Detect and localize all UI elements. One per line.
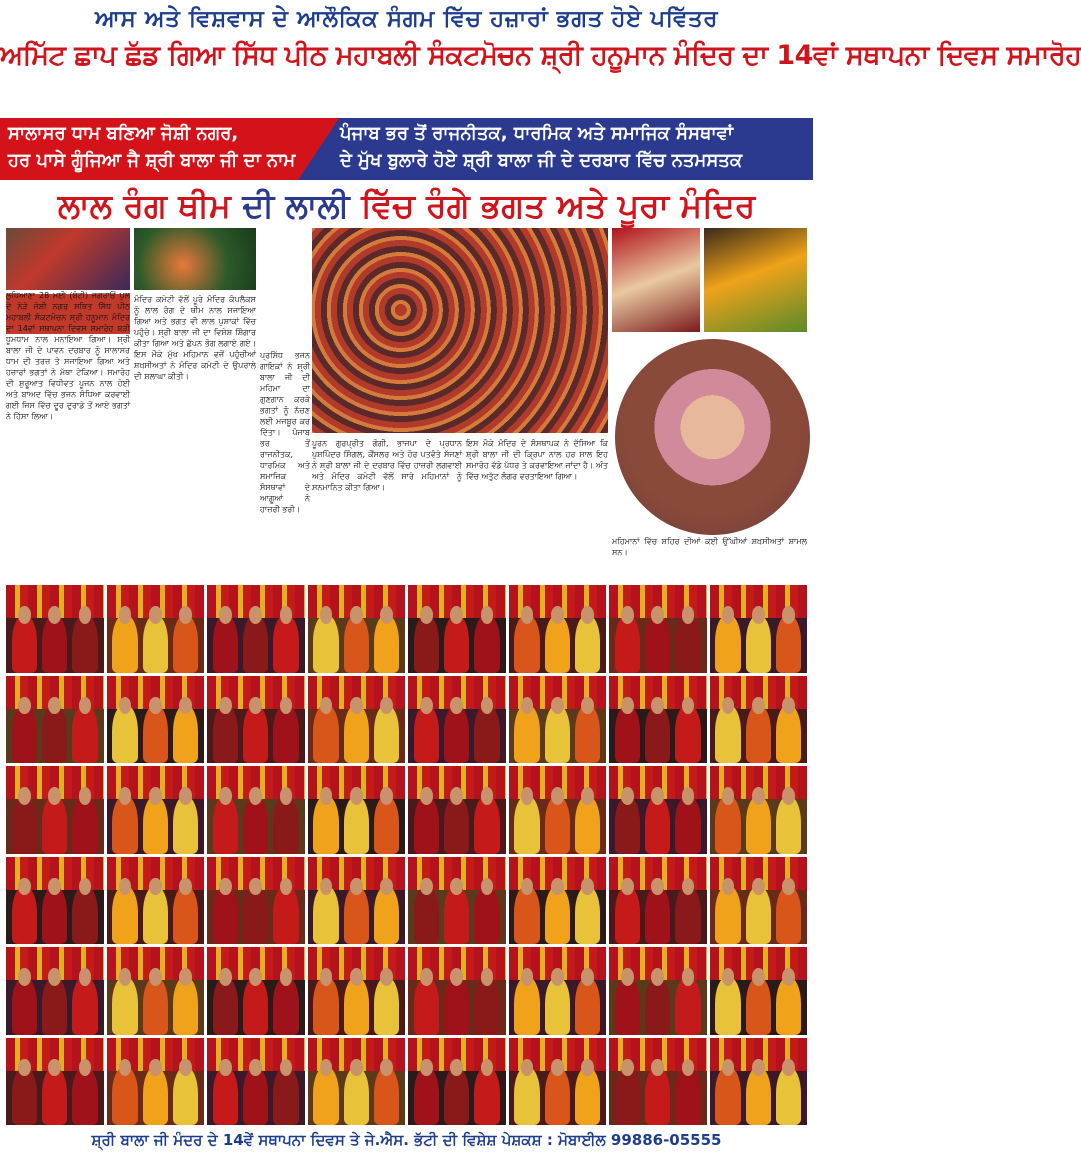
- event-photo: [107, 585, 205, 673]
- photo-crowd: [312, 228, 608, 433]
- event-photo-person-head: [249, 606, 262, 624]
- event-photo: [207, 676, 305, 764]
- event-photo-person-head: [651, 697, 664, 715]
- event-photo-person-head: [380, 1059, 393, 1077]
- event-photo: [408, 857, 506, 945]
- event-photo-person-head: [420, 968, 433, 986]
- event-photo: [207, 947, 305, 1035]
- article-column-6: ਮਹਿਮਾਨਾਂ ਵਿੱਚ ਸ਼ਹਿਰ ਦੀਆਂ ਕਈ ਉੱਘੀਆਂ ਸ਼ਖ਼ਸੀਅਤਾਂ ਸ਼ਾਮਲ ਸਨ।: [612, 537, 807, 557]
- event-photo-person-head: [551, 1059, 564, 1077]
- subhead-left-line2: ਹਰ ਪਾਸੇ ਗੂੰਜਿਆ ਜੈ ਸ਼੍ਰੀ ਬਾਲਾ ਜੀ ਦਾ ਨਾਮ: [8, 150, 296, 171]
- event-photo-person-head: [350, 787, 363, 805]
- event-photo-person-head: [119, 606, 132, 624]
- event-photo-person-head: [179, 968, 192, 986]
- event-photo: [710, 766, 808, 854]
- event-photo-person-head: [219, 787, 232, 805]
- event-photo-person-head: [450, 787, 463, 805]
- event-photo-person-head: [249, 787, 262, 805]
- event-photo: [609, 947, 707, 1035]
- event-photo: [207, 585, 305, 673]
- event-photo: [609, 857, 707, 945]
- event-photo-person-head: [219, 878, 232, 896]
- event-photo-person-head: [219, 1059, 232, 1077]
- event-photo-person-head: [249, 968, 262, 986]
- event-photo: [6, 947, 104, 1035]
- event-photo-person-head: [149, 697, 162, 715]
- event-photo-person-head: [179, 1059, 192, 1077]
- event-photo-person-head: [651, 878, 664, 896]
- event-photo-person-head: [48, 606, 61, 624]
- event-photo-person-head: [581, 1059, 594, 1077]
- event-photo: [509, 766, 607, 854]
- event-photo-person-head: [450, 1059, 463, 1077]
- event-photo: [509, 857, 607, 945]
- event-photo-person-head: [551, 606, 564, 624]
- event-photo-person-head: [179, 878, 192, 896]
- subhead-right-line2: ਦੇ ਮੁੱਖ ਬੁਲਾਰੇ ਹੋਏ ਸ਼੍ਰੀ ਬਾਲਾ ਜੀ ਦੇ ਦਰਬਾਰ ਵਿੱਚ ਨਤਮਸਤਕ: [340, 150, 743, 171]
- event-photo-person-head: [380, 787, 393, 805]
- event-photo: [509, 585, 607, 673]
- event-photo-person-head: [551, 878, 564, 896]
- event-photo-person-head: [219, 968, 232, 986]
- event-photo-person-head: [219, 697, 232, 715]
- event-photo-person-head: [219, 606, 232, 624]
- event-photo: [207, 766, 305, 854]
- event-photo-person-head: [752, 878, 765, 896]
- event-photo-person-head: [380, 878, 393, 896]
- event-photo: [710, 1038, 808, 1126]
- event-photo-person-head: [380, 606, 393, 624]
- event-photo: [308, 857, 406, 945]
- event-photo-person-head: [450, 606, 463, 624]
- event-photo-person-head: [581, 787, 594, 805]
- event-photo-person-head: [350, 606, 363, 624]
- event-photo-person-head: [79, 968, 92, 986]
- event-photo-person-head: [48, 878, 61, 896]
- event-photo: [710, 676, 808, 764]
- event-photo-person-head: [280, 968, 293, 986]
- event-photo-person-head: [682, 787, 695, 805]
- event-photo-person-head: [280, 787, 293, 805]
- event-photo-person-head: [581, 606, 594, 624]
- event-photo-person-head: [651, 606, 664, 624]
- event-photo-person-head: [782, 606, 795, 624]
- event-photo-person-head: [651, 787, 664, 805]
- event-photo: [308, 585, 406, 673]
- photo-singer-2: [704, 228, 807, 332]
- headline-line2: ਅਮਿੱਟ ਛਾਪ ਛੱਡ ਗਿਆ ਸਿੱਧ ਪੀਠ ਮਹਾਬਲੀ ਸੰਕਟਮੋਚਨ ਸ਼੍ਰੀ ਹਨੂਮਾਨ ਮੰਦਿਰ ਦਾ 14ਵਾਂ ਸਥਾਪਨਾ ਦਿਵਸ ਸਮਾਰੋਹ: [0, 40, 1081, 71]
- event-photo-person-head: [481, 787, 494, 805]
- event-photo: [6, 676, 104, 764]
- event-photo: [6, 585, 104, 673]
- event-photo: [107, 947, 205, 1035]
- banner-headline-part1: ਲਾਲ ਰੰਗ ਥੀਮ: [57, 186, 231, 225]
- event-photo: [710, 857, 808, 945]
- event-photo-person-head: [581, 968, 594, 986]
- event-photo-person-head: [18, 606, 31, 624]
- event-photo: [509, 676, 607, 764]
- photo-devotees-circle: [612, 336, 813, 538]
- event-photo-person-head: [350, 968, 363, 986]
- event-photo: [107, 766, 205, 854]
- event-photo-person-head: [521, 968, 534, 986]
- event-photo: [207, 1038, 305, 1126]
- event-photo: [6, 766, 104, 854]
- article-column-5: ਇਸ ਮੌਕੇ ਮੰਦਿਰ ਦੇ ਸੰਸਥਾਪਕ ਨੇ ਦੱਸਿਆ ਕਿ ਸ਼੍ਰੀ ਬਾਲਾ ਜੀ ਦੀ ਕ੍ਰਿਪਾ ਨਾਲ ਹਰ ਸਾਲ ਇਹ ਸਮਾਰੋਹ ਵੱਡੇ ਪੱਧਰ ਤੇ ਕਰਵਾਇਆ ਜਾਂਦਾ ਹੈ। ਅੰਤ ਵਿੱਚ ਅਤੁੱਟ ਲੰਗਰ ਵਰਤਾਇਆ ਗਿਆ।: [466, 439, 608, 481]
- event-photo-person-head: [651, 968, 664, 986]
- event-photo-person-head: [782, 787, 795, 805]
- event-photo-person-head: [621, 968, 634, 986]
- event-photo: [308, 1038, 406, 1126]
- event-photo-person-head: [350, 878, 363, 896]
- event-photo-person-head: [320, 787, 333, 805]
- event-photo-person-head: [48, 787, 61, 805]
- event-photo-person-head: [621, 606, 634, 624]
- photo-caption-space: [260, 228, 310, 348]
- event-photo-person-head: [149, 1059, 162, 1077]
- event-photo: [408, 1038, 506, 1126]
- event-photo-person-head: [722, 606, 735, 624]
- event-photo-person-head: [682, 968, 695, 986]
- headline-line1: ਆਸ ਅਤੇ ਵਿਸ਼ਵਾਸ ਦੇ ਆਲੌਕਿਕ ਸੰਗਮ ਵਿੱਚ ਹਜ਼ਾਰਾਂ ਭਗਤ ਹੋਏ ਪਵਿੱਤਰ: [94, 6, 718, 32]
- event-photo-person-head: [581, 878, 594, 896]
- event-photo-person-head: [249, 1059, 262, 1077]
- event-photo-person-head: [521, 606, 534, 624]
- event-photo-person-head: [722, 787, 735, 805]
- event-photo-person-head: [18, 697, 31, 715]
- event-photo: [609, 1038, 707, 1126]
- event-photo-person-head: [420, 878, 433, 896]
- event-photo-person-head: [149, 968, 162, 986]
- event-photo: [408, 676, 506, 764]
- event-photo: [207, 857, 305, 945]
- event-photo-person-head: [320, 968, 333, 986]
- event-photo-person-head: [18, 968, 31, 986]
- event-photo-person-head: [450, 968, 463, 986]
- event-photo-person-head: [350, 697, 363, 715]
- photo-collage-grid: [6, 585, 807, 1125]
- article-column-3: ਪ੍ਰਸਿੱਧ ਭਜਨ ਗਾਇਕਾਂ ਨੇ ਸ਼੍ਰੀ ਬਾਲਾ ਜੀ ਦੀ ਮਹਿਮਾ ਦਾ ਗੁਣਗਾਨ ਕਰਕੇ ਭਗਤਾਂ ਨੂੰ ਨੱਚਣ ਲਈ ਮਜਬੂਰ ਕਰ ਦਿੱਤਾ। ਪੰਜਾਬ ਭਰ ਤੋਂ ਰਾਜਨੀਤਕ, ਧਾਰਮਿਕ ਅਤੇ ਸਮਾਜਿਕ ਸੰਸਥਾਵਾਂ ਦੇ ਆਗੂਆਂ ਨੇ ਹਾਜ਼ਰੀ ਭਰੀ।: [260, 351, 310, 514]
- event-photo-person-head: [380, 697, 393, 715]
- event-photo-person-head: [149, 878, 162, 896]
- event-photo-person-head: [119, 787, 132, 805]
- event-photo: [609, 676, 707, 764]
- event-photo-person-head: [621, 878, 634, 896]
- event-photo-person-head: [782, 968, 795, 986]
- event-photo: [509, 1038, 607, 1126]
- event-photo-person-head: [48, 697, 61, 715]
- event-photo: [609, 585, 707, 673]
- event-photo-person-head: [481, 968, 494, 986]
- event-photo-person-head: [380, 968, 393, 986]
- event-photo-person-head: [420, 606, 433, 624]
- event-photo: [107, 857, 205, 945]
- banner-headline: [0, 186, 813, 226]
- event-photo-person-head: [450, 878, 463, 896]
- event-photo-person-head: [18, 878, 31, 896]
- event-photo-person-head: [420, 1059, 433, 1077]
- event-photo-person-head: [551, 968, 564, 986]
- event-photo-person-head: [149, 606, 162, 624]
- event-photo-person-head: [752, 606, 765, 624]
- event-photo-person-head: [48, 1059, 61, 1077]
- article-column-2: ਮੰਦਿਰ ਕਮੇਟੀ ਵੱਲੋਂ ਪੂਰੇ ਮੰਦਿਰ ਕੰਪਲੈਕਸ ਨੂੰ ਲਾਲ ਰੰਗ ਦੇ ਥੀਮ ਨਾਲ ਸਜਾਇਆ ਗਿਆ ਅਤੇ ਭਗਤ ਵੀ ਲਾਲ ਪੁਸ਼ਾਕਾਂ ਵਿੱਚ ਪਹੁੰਚੇ। ਸ਼੍ਰੀ ਬਾਲਾ ਜੀ ਦਾ ਵਿਸ਼ੇਸ਼ ਸ਼ਿੰਗਾਰ ਕੀਤਾ ਗਿਆ ਅਤੇ ਛੱਪਨ ਭੋਗ ਲਗਾਏ ਗਏ। ਇਸ ਮੌਕੇ ਮੁੱਖ ਮਹਿਮਾਨ ਵਜੋਂ ਪਹੁੰਚੀਆਂ ਸ਼ਖ਼ਸੀਅਤਾਂ ਨੇ ਮੰਦਿਰ ਕਮੇਟੀ ਦੇ ਉਪਰਾਲੇ ਦੀ ਸ਼ਲਾਘਾ ਕੀਤੀ।: [134, 295, 256, 381]
- photo-idol-small: [6, 228, 130, 290]
- event-photo: [609, 766, 707, 854]
- event-photo-person-head: [149, 787, 162, 805]
- event-photo: [509, 947, 607, 1035]
- event-photo-person-head: [782, 697, 795, 715]
- event-photo: [408, 947, 506, 1035]
- event-photo: [710, 947, 808, 1035]
- event-photo-person-head: [18, 1059, 31, 1077]
- event-photo-person-head: [350, 1059, 363, 1077]
- event-photo-person-head: [450, 697, 463, 715]
- event-photo-person-head: [79, 787, 92, 805]
- event-photo: [6, 857, 104, 945]
- event-photo-person-head: [79, 606, 92, 624]
- banner-headline-part3: ਵਿੱਚ ਰੰਗੇ ਭਗਤ ਅਤੇ ਪੂਰਾ ਮੰਦਿਰ: [361, 186, 756, 225]
- photo-idol-garden: [134, 228, 256, 290]
- event-photo-person-head: [782, 878, 795, 896]
- event-photo-person-head: [621, 787, 634, 805]
- event-photo-person-head: [179, 606, 192, 624]
- event-photo-person-head: [752, 697, 765, 715]
- event-photo: [408, 585, 506, 673]
- event-photo-person-head: [651, 1059, 664, 1077]
- event-photo-person-head: [249, 878, 262, 896]
- event-photo: [308, 676, 406, 764]
- event-photo-person-head: [752, 968, 765, 986]
- event-photo-person-head: [782, 1059, 795, 1077]
- event-photo-person-head: [249, 697, 262, 715]
- footer-credit: ਸ਼੍ਰੀ ਬਾਲਾ ਜੀ ਮੰਦਰ ਦੇ 14ਵੇਂ ਸਥਾਪਨਾ ਦਿਵਸ ਤੇ ਜੇ.ਐਸ. ਭੱਟੀ ਦੀ ਵਿਸ਼ੇਸ਼ ਪੇਸ਼ਕਸ਼ : ਮੋਬਾਈਲ 99886-05555: [0, 1128, 813, 1152]
- subhead-left-line1: ਸਾਲਾਸਰ ਧਾਮ ਬਣਿਆ ਜੋਸ਼ੀ ਨਗਰ,: [8, 123, 239, 144]
- article-column-4: ਪੂਰਨ ਗੁਰਪ੍ਰੀਤ ਗੋਗੀ, ਭਾਜਪਾ ਦੇ ਪ੍ਰਧਾਨ ਪੁਸ਼ਪਿੰਦਰ ਸਿੰਗਲ, ਕੌਂਸਲਰ ਅਤੇ ਹੋਰ ਪਤਵੰਤੇ ਸੱਜਣਾਂ ਨੇ ਸ਼੍ਰੀ ਬਾਲਾ ਜੀ ਦੇ ਦਰਬਾਰ ਵਿੱਚ ਹਾਜ਼ਰੀ ਲਗਵਾਈ ਅਤੇ ਮੰਦਿਰ ਕਮੇਟੀ ਵੱਲੋਂ ਸਾਰੇ ਮਹਿਮਾਨਾਂ ਨੂੰ ਸਨਮਾਨਿਤ ਕੀਤਾ ਗਿਆ।: [312, 439, 462, 492]
- event-photo-person-head: [581, 697, 594, 715]
- event-photo: [408, 766, 506, 854]
- event-photo: [107, 676, 205, 764]
- event-photo-person-head: [521, 787, 534, 805]
- event-photo-person-head: [621, 697, 634, 715]
- event-photo-person-head: [722, 968, 735, 986]
- event-photo: [308, 947, 406, 1035]
- event-photo-person-head: [179, 697, 192, 715]
- event-photo-person-head: [320, 606, 333, 624]
- event-photo-person-head: [752, 787, 765, 805]
- banner-headline-part2: ਦੀ ਲਾਲੀ: [242, 186, 350, 225]
- event-photo-person-head: [752, 1059, 765, 1077]
- event-photo-person-head: [551, 787, 564, 805]
- event-photo-person-head: [48, 968, 61, 986]
- event-photo-person-head: [119, 968, 132, 986]
- photo-singer-1: [612, 228, 700, 332]
- event-photo: [710, 585, 808, 673]
- event-photo: [107, 1038, 205, 1126]
- event-photo-person-head: [420, 697, 433, 715]
- event-photo: [6, 1038, 104, 1126]
- event-photo-person-head: [18, 787, 31, 805]
- article-column-1: ਲੁਧਿਆਣਾ 28 ਮਈ (ਬੰਟੀ) ਜਗਰਾਓਂ ਪੁਲ ਦੇ ਨੇੜੇ ਜੋਸ਼ੀ ਨਗਰ ਸਥਿਤ ਸਿੱਧ ਪੀਠ ਮਹਾਬਲੀ ਸੰਕਟਮੋਚਨ ਸ਼੍ਰੀ ਹਨੂਮਾਨ ਮੰਦਿਰ ਦਾ 14ਵਾਂ ਸਥਾਪਨਾ ਦਿਵਸ ਸਮਾਰੋਹ ਬੜੀ ਧੂਮਧਾਮ ਨਾਲ ਮਨਾਇਆ ਗਿਆ। ਸ਼੍ਰੀ ਬਾਲਾ ਜੀ ਦੇ ਪਾਵਨ ਦਰਬਾਰ ਨੂੰ ਸਾਲਾਸਰ ਧਾਮ ਦੀ ਤਰਜ਼ ਤੇ ਸਜਾਇਆ ਗਿਆ ਅਤੇ ਹਜ਼ਾਰਾਂ ਭਗਤਾਂ ਨੇ ਮੱਥਾ ਟੇਕਿਆ। ਸਮਾਰੋਹ ਦੀ ਸ਼ੁਰੂਆਤ ਵਿਧੀਵਤ ਪੂਜਨ ਨਾਲ ਹੋਈ ਅਤੇ ਬਾਅਦ ਵਿੱਚ ਭਜਨ ਸੰਧਿਆ ਕਰਵਾਈ ਗਈ ਜਿਸ ਵਿੱਚ ਦੂਰ ਦੁਰਾਡੇ ਤੋਂ ਆਏ ਭਗਤਾਂ ਨੇ ਹਿੱਸਾ ਲਿਆ।: [6, 291, 130, 421]
- event-photo-person-head: [280, 606, 293, 624]
- event-photo-person-head: [551, 697, 564, 715]
- subhead-right-line1: ਪੰਜਾਬ ਭਰ ਤੋਂ ਰਾਜਨੀਤਕ, ਧਾਰਮਿਕ ਅਤੇ ਸਮਾਜਿਕ ਸੰਸਥਾਵਾਂ: [340, 123, 733, 144]
- event-photo-person-head: [621, 1059, 634, 1077]
- event-photo-person-head: [682, 606, 695, 624]
- event-photo-person-head: [420, 787, 433, 805]
- event-photo-person-head: [179, 787, 192, 805]
- event-photo-person-head: [481, 606, 494, 624]
- event-photo: [308, 766, 406, 854]
